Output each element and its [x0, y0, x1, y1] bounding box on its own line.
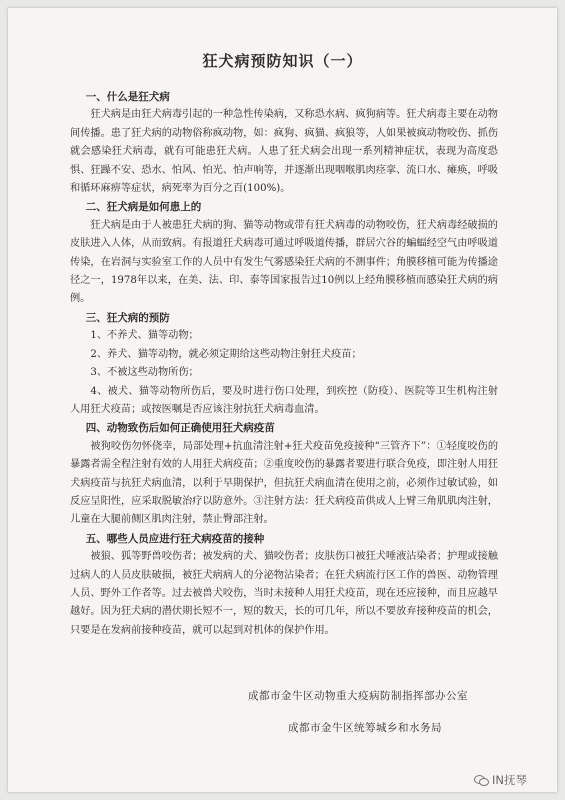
section-2-paragraph: 狂犬病是由于人被患狂犬病的狗、猫等动物或带有狂犬病毒的动物咬伤，狂犬病毒经破损的皮肤进入人体，从而致病。有报道狂犬病毒可通过呼吸道传播，群居穴谷的蝙蝠经空气由呼吸道传染，在岩洞与实验室工作的人员中有发生气雾感染狂犬病的不测事件；角膜移植可能为传播途径之一，1978年以来，在美、法、印、泰等国家报告过10例以上经角膜移植而感染狂犬病的病例。 [70, 219, 498, 305]
section-1-paragraph: 狂犬病是由狂犬病毒引起的一种急性传染病，又称恐水病、疯狗病等。狂犬病毒主要在动物间传播。患了狂犬病的动物俗称疯动物，如：疯狗、疯猫、疯狼等，人如果被疯动物咬伤、抓伤就会感染狂犬病毒，就有可能患狂犬病。人患了狂犬病会出现一系列精神症状，表现为高度恐惧、狂躁不安、恐水、怕风、怕光、怕声响等，并逐渐出现咽喉肌肉痉挛、流口水、瘫痪，呼吸和循环麻痹等症状，病死率为百分之百(100%)。 [70, 109, 498, 195]
page-title: 狂犬病预防知识（一） [202, 52, 363, 70]
section-heading-3: 三、狂犬病的预防 [85, 311, 170, 324]
prevention-item-1: 1、不养犬、猫等动物； [90, 330, 199, 342]
watermark [474, 772, 527, 788]
section-heading-4: 四、动物致伤后如何正确使用狂犬病疫苗 [85, 422, 275, 435]
signature-office: 成都市金牛区动物重大疫病防制指挥部办公室 [248, 690, 468, 702]
prevention-item-3: 3、不被这些动物所伤； [90, 367, 199, 379]
watermark-text: IN抚琴 [492, 773, 527, 787]
section-heading-2: 二、狂犬病是如何患上的 [85, 201, 202, 214]
section-5-paragraph: 被狼、狐等野兽咬伤者；被发病的犬、猫咬伤者；皮肤伤口被狂犬唾液沾染者；护理或接触过病人的人员皮肤破损，被狂犬病病人的分泌物沾染者；在狂犬病流行区工作的兽医、动物管理人员、野外工作者等。过去被兽犬咬伤，当时未接种人用狂犬疫苗，现在还应接种，而且应越早越好。因为狂犬病的潜伏期长短不一，短的数天，长的可几年，所以不要放弃接种疫苗的机会，只要是在发病前接种疫苗，就可以起到对机体的保护作用。 [70, 551, 498, 636]
section-heading-5: 五、哪些人员应进行狂犬病疫苗的接种 [85, 532, 265, 545]
section-4-paragraph: 被狗咬伤勿怀侥幸，局部处理+抗血清注射+狂犬疫苗免疫接种“三管齐下”：①轻度咬伤的暴露者需全程注射有效的人用狂犬病疫苗；②重度咬伤的暴露者要进行联合免疫，即注射人用狂犬病疫苗与抗狂犬病血清，以利于早期保护，但抗狂犬病血清在使用之前，必须作过敏试验，如反应呈阳性，应采取脱敏治疗以防意外。③注射方法：狂犬病疫苗供成人上臂三角肌肌肉注射，儿童在大腿前侧区肌肉注射，禁止臀部注射。 [70, 440, 498, 526]
document-page [8, 8, 557, 792]
prevention-item-4: 4、被犬、猫等动物所伤后，要及时进行伤口处理，到疾控（防疫）、医院等卫生机构注射人用狂犬疫苗；或按医嘱是否应该注射抗狂犬病毒血清。 [70, 385, 498, 415]
prevention-item-2: 2、养犬、猫等动物，就必须定期给这些动物注射狂犬疫苗； [90, 348, 362, 360]
section-heading-1: 一、什么是狂犬病 [85, 91, 170, 103]
signature-bureau: 成都市金牛区统筹城乡和水务局 [288, 722, 442, 734]
wechat-icon [474, 774, 488, 786]
document-body [70, 88, 498, 640]
